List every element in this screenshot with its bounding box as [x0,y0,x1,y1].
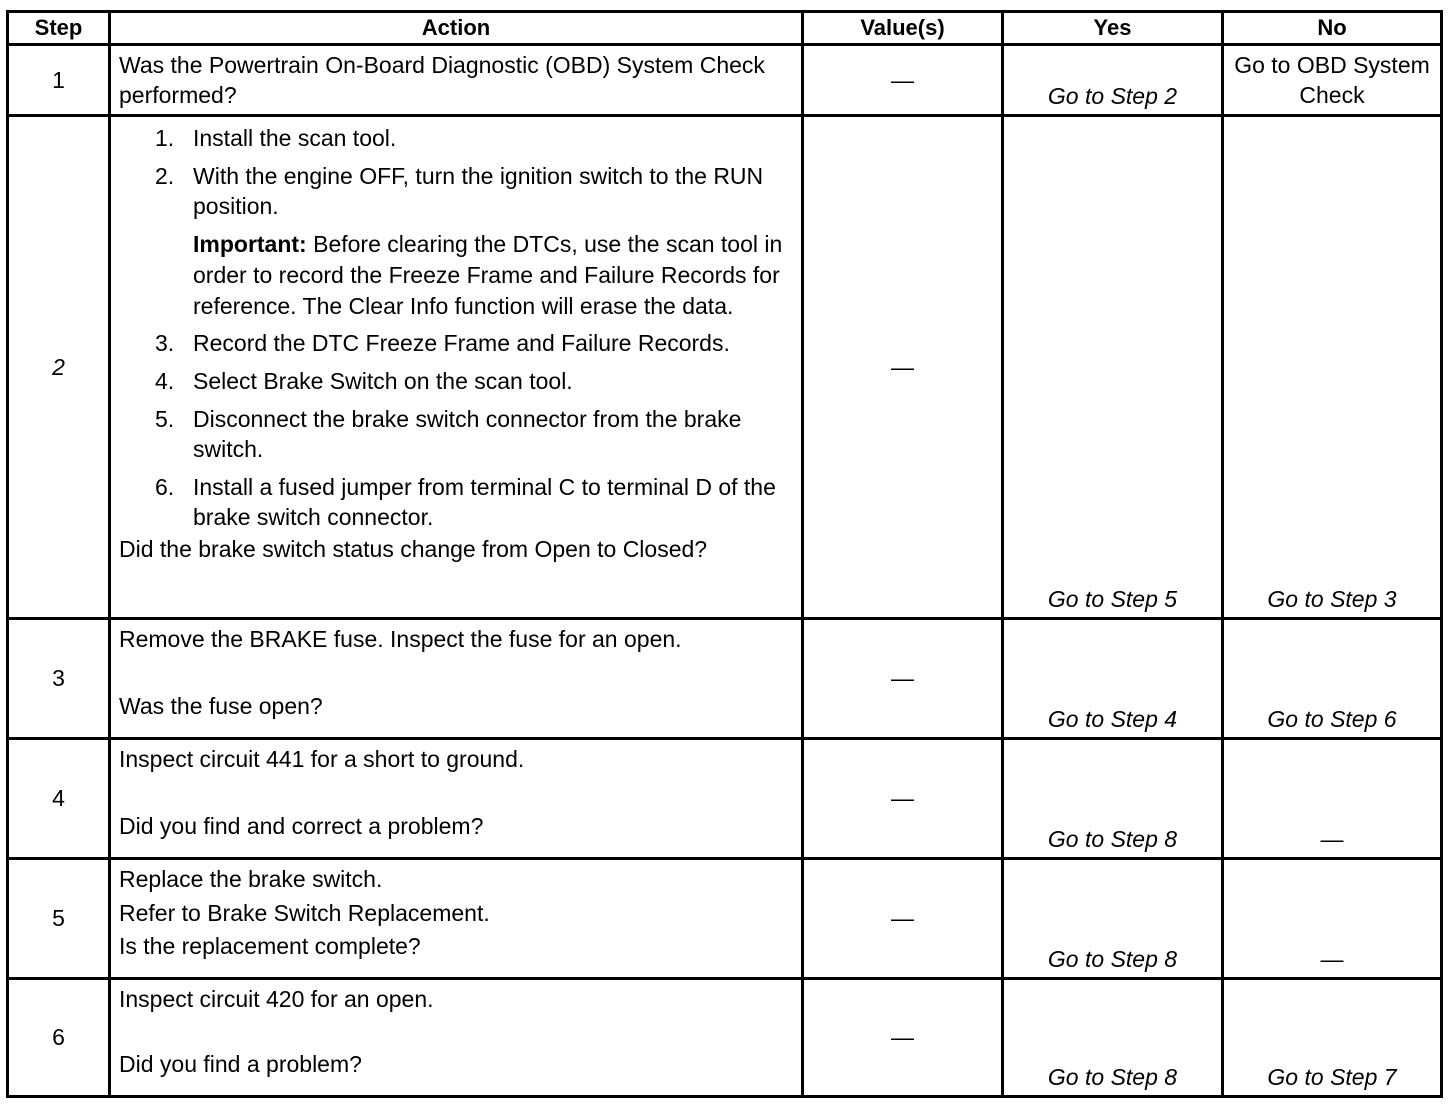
no-link: — [1320,826,1344,852]
action-text: Was the Powertrain On-Board Diagnostic (OBD) System Check performed? [119,52,765,108]
value-cell: — [803,739,1003,859]
diagnostic-table [6,10,1443,1098]
yes-link: Go to Step 8 [1047,826,1178,852]
action-text: Replace the brake switch. [119,866,383,892]
table-row [8,45,1442,116]
yes-link: Go to Step 8 [1047,946,1178,972]
no-link: — [1320,946,1344,972]
action-question: Did you find and correct a problem? [119,813,484,839]
header-yes: Yes [1003,12,1223,45]
value-cell: — [803,979,1003,1097]
action-cell [110,979,803,1097]
step-number: 1 [8,45,110,116]
important-note [119,229,793,322]
table-row [8,859,1442,979]
action-text: Inspect circuit 420 for an open. [119,986,434,1012]
procedure-item: 6. Install a fused jumper from terminal C to terminal D of the brake switch connector. [155,474,776,530]
yes-cell [1003,45,1223,116]
action-question: Was the fuse open? [119,693,323,719]
procedure-item: 5. Disconnect the brake switch connector from the brake switch. [155,406,742,462]
no-link: Go to Step 7 [1267,1064,1397,1090]
yes-link: Go to Step 5 [1047,586,1178,612]
important-text: Before clearing the DTCs, use the scan tool in order to record the Freeze Frame and Failure Records for reference. The Clear Info function will erase the data. [193,231,783,319]
action-cell [110,619,803,739]
procedure-item: 3. Record the DTC Freeze Frame and Failure Records. [155,330,730,356]
value-cell: — [803,116,1003,619]
action-text: Remove the BRAKE fuse. Inspect the fuse for an open. [119,626,682,652]
step-number: 5 [8,859,110,979]
action-reference: Refer to Brake Switch Replacement. [119,899,490,926]
no-link: Go to Step 3 [1267,586,1397,612]
diagnostic-table-page [6,10,1440,1098]
yes-cell [1003,859,1223,979]
header-values: Value(s) [803,12,1003,45]
yes-link: Go to Step 8 [1047,1064,1178,1090]
action-cell [110,739,803,859]
procedure-list [119,328,793,532]
step-number: 3 [8,619,110,739]
action-question: Is the replacement complete? [119,933,421,959]
table-row [8,619,1442,739]
important-label: Important: [193,231,307,257]
procedure-item: 1. Install the scan tool. [155,125,397,151]
yes-link: Go to Step 4 [1047,706,1178,732]
table-row [8,979,1442,1097]
yes-link: Go to Step 2 [1047,83,1178,109]
no-cell [1223,739,1442,859]
action-cell [110,859,803,979]
action-cell [110,116,803,619]
procedure-item: 2. With the engine OFF, turn the ignition switch to the RUN position. [155,163,764,219]
table-row [8,116,1442,619]
value-cell: — [803,45,1003,116]
action-question: Did you find a problem? [119,1051,362,1077]
step-number: 6 [8,979,110,1097]
step-number: 4 [8,739,110,859]
no-link: Go to OBD System Check [1234,52,1430,108]
header-no: No [1223,12,1442,45]
procedure-item: 4. Select Brake Switch on the scan tool. [155,368,573,394]
value-cell: — [803,859,1003,979]
step-number: 2 [8,116,110,619]
action-cell [110,45,803,116]
no-cell [1223,116,1442,619]
no-cell [1223,619,1442,739]
header-row [8,12,1442,45]
table-row [8,739,1442,859]
yes-cell [1003,116,1223,619]
no-cell [1223,859,1442,979]
value-cell: — [803,619,1003,739]
header-step: Step [8,12,110,45]
action-text: Inspect circuit 441 for a short to ground. [119,746,525,772]
no-cell [1223,45,1442,116]
no-cell [1223,979,1442,1097]
procedure-list [119,123,793,221]
yes-cell [1003,619,1223,739]
header-action: Action [110,12,803,45]
yes-cell [1003,979,1223,1097]
yes-cell [1003,739,1223,859]
action-question: Did the brake switch status change from Open to Closed? [119,536,708,562]
no-link: Go to Step 6 [1267,706,1397,732]
